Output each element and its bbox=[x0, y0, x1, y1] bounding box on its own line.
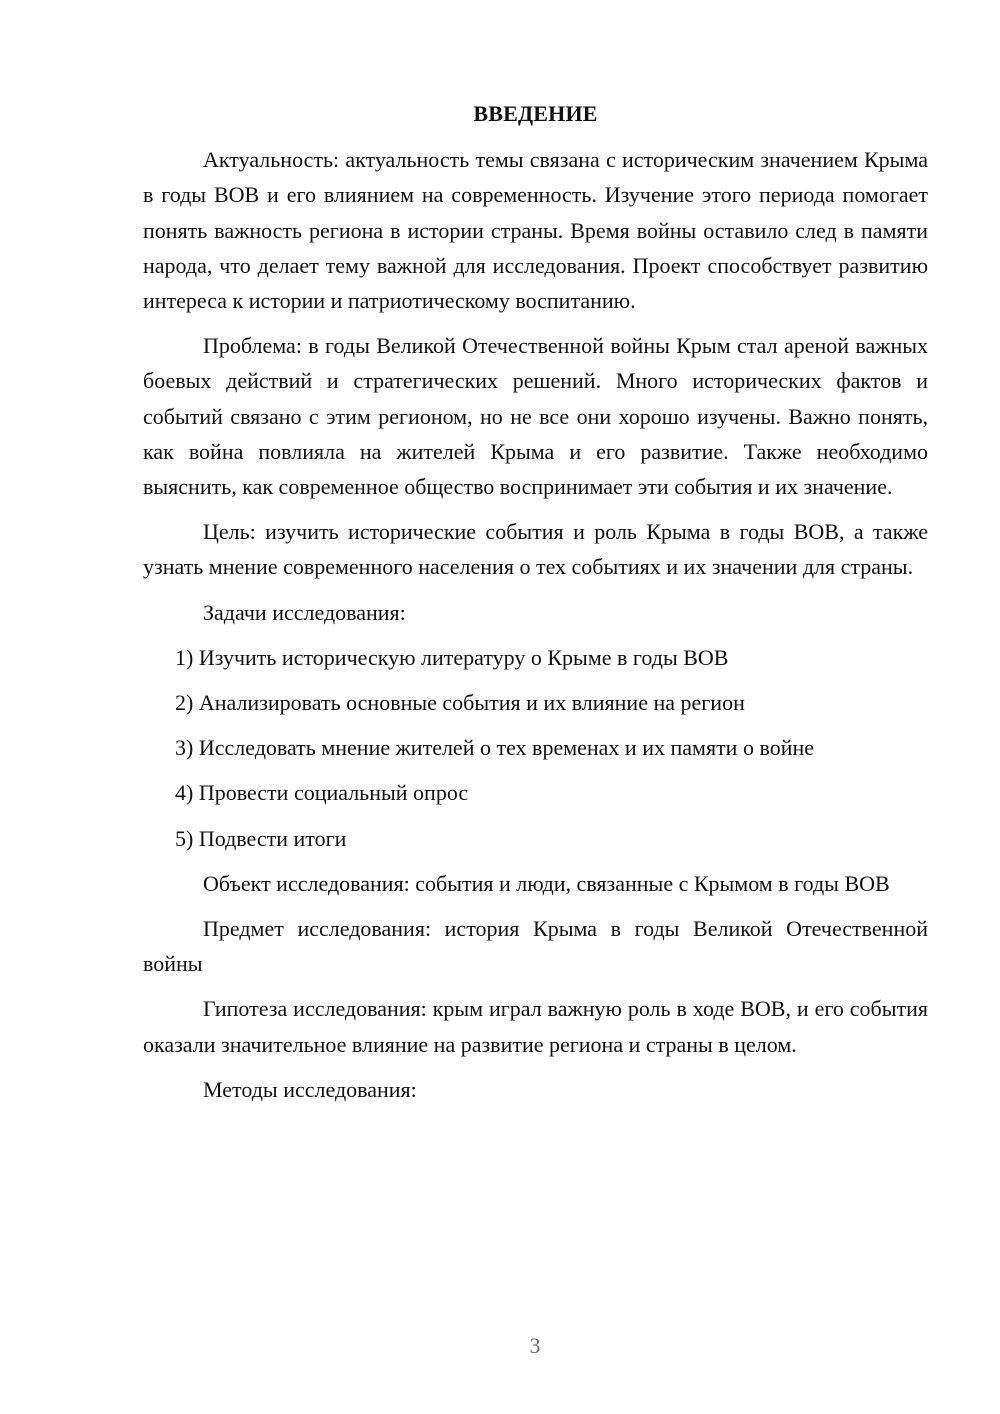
list-item: 2) Анализировать основные события и их влияние на регион bbox=[175, 690, 745, 716]
methods-heading: Методы исследования: bbox=[203, 1076, 417, 1102]
list-item: 3) Исследовать мнение жителей о тех временах и их памяти о войне bbox=[175, 735, 814, 761]
tasks-heading: Задачи исследования: bbox=[203, 599, 406, 625]
paragraph-subject: Предмет исследования: история Крыма в годы Великой Отечественной войны bbox=[143, 916, 928, 977]
paragraph-object: Объект исследования: события и люди, связанные с Крымом в годы ВОВ bbox=[203, 870, 890, 896]
paragraph-hypothesis: Гипотеза исследования: крым играл важную роль в ходе ВОВ, и его события оказали значительное влияние на развитие региона и страны в целом. bbox=[143, 996, 928, 1057]
tasks-list bbox=[143, 640, 928, 856]
list-item: 1) Изучить историческую литературу о Крыме в годы ВОВ bbox=[175, 644, 729, 670]
paragraph-problem: Проблема: в годы Великой Отечественной войны Крым стал ареной важных боевых действий и стратегических решений. Много исторических фактов и событий связано с этим регионом, но не все они хорошо изучены. Важно понять, как война повлияла на жителей Крыма и его развитие. Также необходимо выяснить, как современное общество воспринимает эти события и их значение. bbox=[143, 333, 928, 500]
list-item: 5) Подвести итоги bbox=[175, 825, 347, 851]
page-content bbox=[143, 96, 928, 1117]
paragraph-relevance: Актуальность: актуальность темы связана с историческим значением Крыма в годы ВОВ и его влиянием на современность. Изучение этого периода помогает понять важность региона в истории страны. Время войны оставило след в памяти народа, что делает тему важной для исследования. Проект способствует развитию интереса к истории и патриотическому воспитанию. bbox=[143, 147, 928, 314]
list-item: 4) Провести социальный опрос bbox=[175, 780, 469, 806]
section-title: ВВЕДЕНИЕ bbox=[473, 101, 598, 126]
page-number: 3 bbox=[529, 1333, 541, 1358]
paragraph-goal: Цель: изучить исторические события и роль Крыма в годы ВОВ, а также узнать мнение современного населения о тех событиях и их значении для страны. bbox=[143, 519, 928, 580]
